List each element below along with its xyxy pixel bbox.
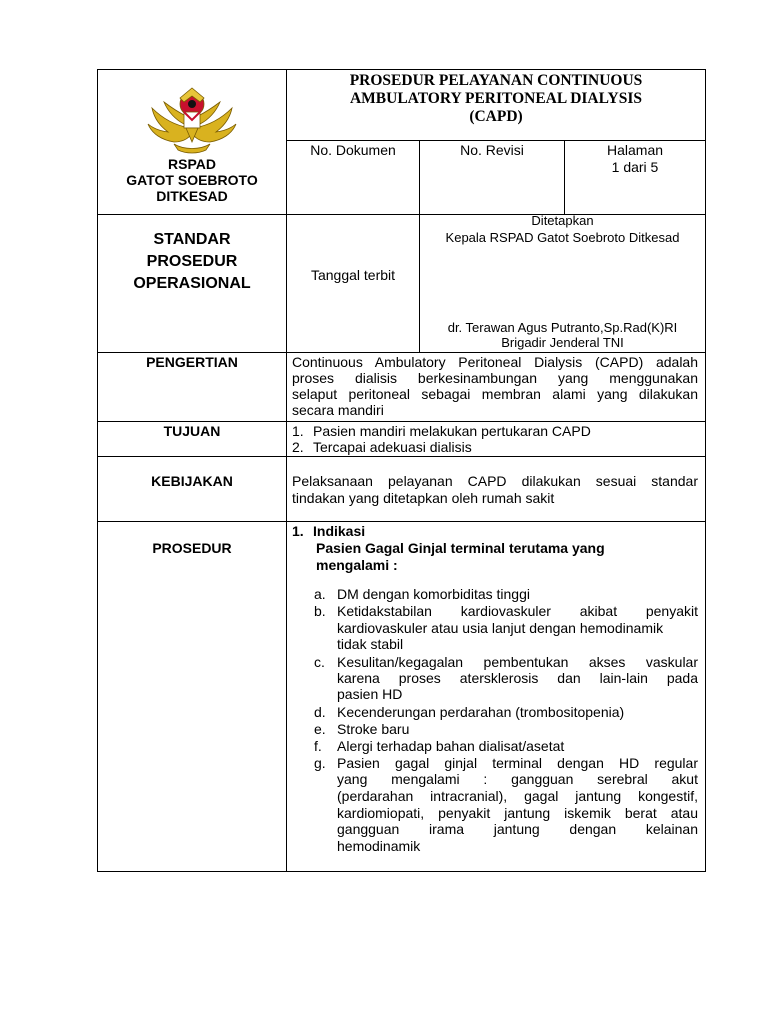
org-name-line-2: GATOT SOEBROTO: [126, 172, 258, 188]
indikasi-item-g-line-6: hemodinamik: [337, 838, 421, 854]
tujuan-bottom-divider: [97, 456, 706, 457]
rspad-emblem-logo: [144, 84, 240, 156]
indikasi-item-d-line-1: Kecenderungan perdarahan (trombositopenia): [337, 704, 625, 720]
document-title-line-2: AMBULATORY PERITONEAL DIALYSIS: [349, 90, 643, 107]
org-name-line-3: DITKESAD: [156, 188, 228, 204]
indikasi-item-d-letter: d.: [314, 704, 326, 720]
indikasi-item-c-letter: c.: [314, 654, 325, 670]
indikasi-item-a-line-1: DM dengan komorbiditas tinggi: [337, 586, 530, 602]
title-divider: [286, 140, 706, 141]
indikasi-item-g-line-4: kardiomiopati, penyakit jantung iskemik berat atau: [337, 805, 698, 821]
kebijakan-line-2: tindakan yang ditetapkan oleh rumah sakit: [292, 490, 555, 506]
indikasi-item-a-letter: a.: [314, 586, 326, 602]
indikasi-item-c-line-3: pasien HD: [337, 686, 403, 702]
sop-bottom-divider: [97, 352, 706, 353]
indikasi-item-g-line-2: yang mengalami : gangguan serebral akut: [337, 771, 698, 787]
indikasi-item-g-letter: g.: [314, 755, 326, 771]
pengertian-line-1: Continuous Ambulatory Peritoneal Dialysis (CAPD) adalah: [292, 354, 698, 370]
kebijakan-label: KEBIJAKAN: [151, 473, 233, 489]
pengertian-line-2: proses dialisis berkesinambungan yang menggunakan: [292, 370, 698, 386]
revision-label: No. Revisi: [460, 142, 524, 158]
indikasi-item-g-line-1: Pasien gagal ginjal terminal dengan HD regular: [337, 755, 698, 771]
indikasi-item-b-letter: b.: [314, 603, 326, 619]
issue-date-label: Tanggal terbit: [310, 267, 396, 283]
signer-rank: Brigadir Jenderal TNI: [501, 335, 624, 350]
indikasi-item-f-letter: f.: [314, 738, 322, 754]
indikasi-item-e-line-1: Stroke baru: [337, 721, 410, 737]
indikasi-item-b-line-3: tidak stabil: [337, 636, 404, 652]
pengertian-bottom-divider: [97, 421, 706, 422]
prosedur-label: PROSEDUR: [152, 540, 232, 556]
signer-name: dr. Terawan Agus Putranto,Sp.Rad(K)RI: [447, 320, 678, 335]
pengertian-line-3: selaput peritoneal sebagai membran alami yang dilakukan: [292, 386, 698, 402]
table-border-right: [705, 69, 706, 872]
document-title-line-3: (CAPD): [469, 108, 523, 125]
tujuan-label: TUJUAN: [163, 423, 221, 439]
sop-label-line-1: STANDAR: [153, 231, 231, 248]
indikasi-item-c-line-2: karena proses atersklerosis dan lain-lain pada: [337, 670, 698, 686]
prosedur-subheading-line-2: mengalami :: [316, 557, 398, 573]
prosedur-heading-num: 1.: [292, 523, 304, 539]
indikasi-item-e-letter: e.: [314, 721, 326, 737]
tujuan-item-1-text: Pasien mandiri melakukan pertukaran CAPD: [313, 423, 591, 439]
document-title-line-1: PROSEDUR PELAYANAN CONTINUOUS: [349, 72, 643, 89]
sop-label-line-2: PROSEDUR: [146, 253, 238, 270]
page-value: 1 dari 5: [611, 159, 659, 175]
column-divider: [286, 69, 287, 872]
tujuan-item-2-text: Tercapai adekuasi dialisis: [313, 439, 472, 455]
indikasi-item-b-line-2: kardiovaskuler atau usia lanjut dengan hemodinamik: [337, 620, 664, 636]
kebijakan-line-1: Pelaksanaan pelayanan CAPD dilakukan sesuai standar: [292, 473, 698, 489]
set-by-label: Ditetapkan: [531, 213, 594, 228]
indikasi-item-b-line-1: Ketidakstabilan kardiovaskuler akibat penyakit: [337, 603, 698, 619]
page-label: Halaman: [606, 142, 664, 158]
kebijakan-bottom-divider: [97, 521, 706, 522]
indikasi-item-f-line-1: Alergi terhadap bahan dialisat/asetat: [337, 738, 565, 754]
doc-number-label: No. Dokumen: [310, 142, 396, 158]
prosedur-subheading-line-1: Pasien Gagal Ginjal terminal terutama yang: [316, 540, 605, 556]
indikasi-item-c-line-1: Kesulitan/kegagalan pembentukan akses vaskular: [337, 654, 698, 670]
table-border-bottom: [97, 871, 706, 872]
indikasi-item-g-line-5: gangguan irama jantung dengan kelainan: [337, 821, 698, 837]
pengertian-label: PENGERTIAN: [146, 354, 238, 370]
prosedur-heading: Indikasi: [313, 523, 366, 539]
table-border-top: [97, 69, 706, 70]
pengertian-line-4: secara mandiri: [292, 402, 384, 418]
set-by-role: Kepala RSPAD Gatot Soebroto Ditkesad: [445, 230, 680, 245]
tujuan-item-2-num: 2.: [292, 439, 304, 455]
tujuan-item-1-num: 1.: [292, 423, 304, 439]
sop-label-line-3: OPERASIONAL: [133, 275, 251, 292]
org-name-line-1: RSPAD: [168, 156, 216, 172]
indikasi-item-g-line-3: (perdarahan intracranial), gagal jantung kongestif,: [337, 788, 698, 804]
